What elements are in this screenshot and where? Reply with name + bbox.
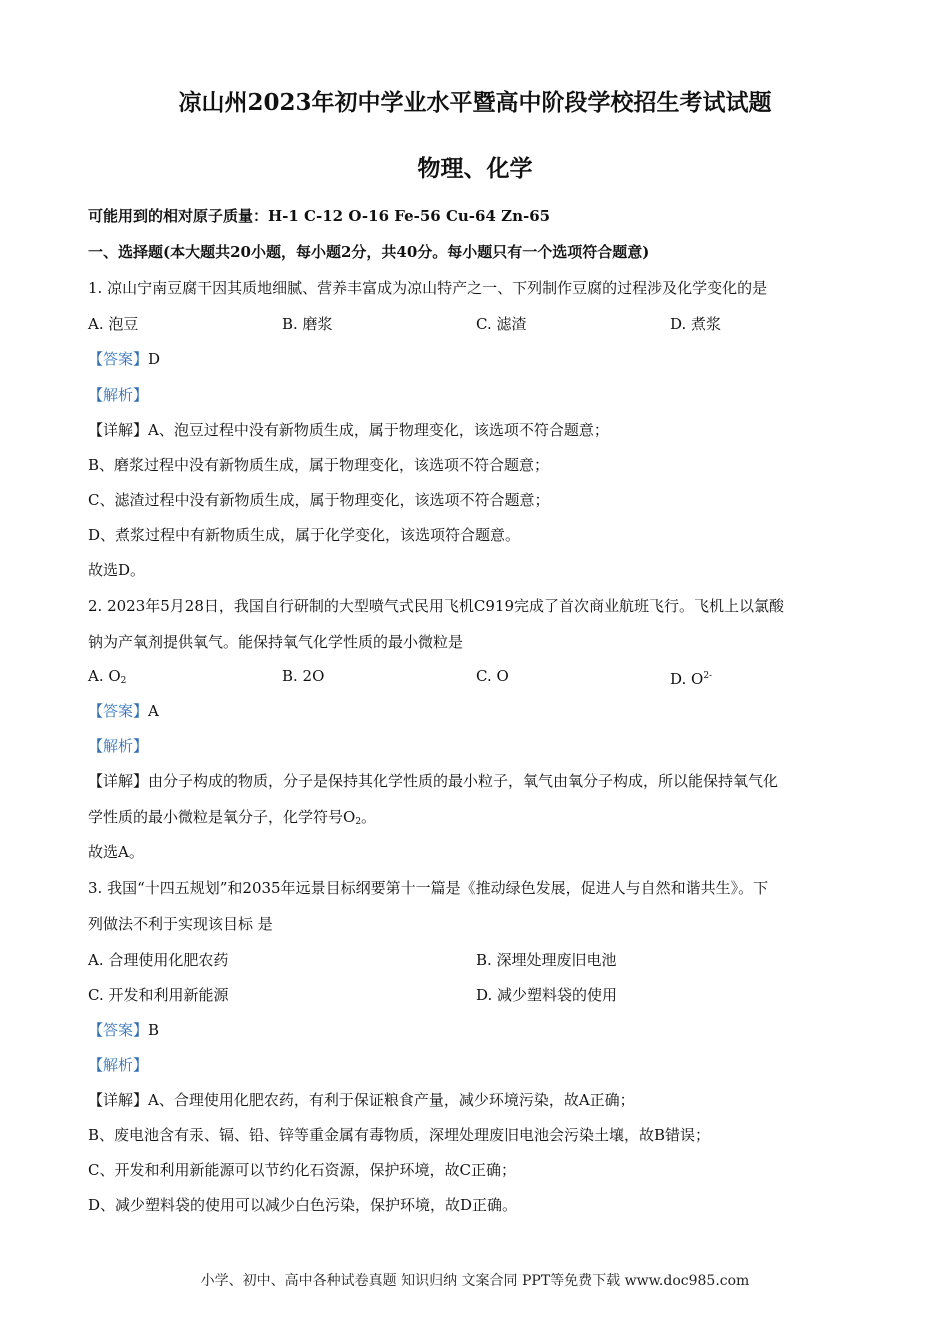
section-heading: 一、选择题(本大题共20小题，每小题2分，共40分。每小题只有一个选项符合题意) [88,243,650,261]
q3-option-a: A. 合理使用化肥农药 [88,951,229,969]
q3-detail-3: D、减少塑料袋的使用可以减少白色污染，保护环境，故D正确。 [88,1196,518,1214]
detail-tag: 【详解】 [88,421,149,439]
q1-detail-2: C、滤渣过程中没有新物质生成，属于物理变化，该选项不符合题意； [88,491,550,509]
q2-detail-text-0: 由分子构成的物质，分子是保持其化学性质的最小粒子，氧气由氧分子构成，所以能保持氧气化 [148,772,779,790]
q3-answer-value: B [148,1021,160,1039]
q3-detail-1: B、废电池含有汞、镉、铅、锌等重金属有毒物质，深埋处理废旧电池会污染土壤，故B错误； [88,1126,711,1144]
q2-option-d-sup: 2- [703,671,713,681]
q3-stem-line2: 列做法不利于实现该目标 是 [88,915,273,933]
q3-option-d: D. 减少塑料袋的使用 [476,986,618,1004]
q3-detail-2: C、开发和利用新能源可以节约化石资源，保护环境，故C正确； [88,1161,516,1179]
q3-option-c: C. 开发和利用新能源 [88,986,229,1004]
answer-tag: 【答案】 [88,350,149,368]
detail-tag: 【详解】 [88,1091,149,1109]
q2-analysis-tag: 【解析】 [88,737,149,755]
q2-detail-end: 。 [361,808,377,826]
q2-option-d-text: D. O [670,670,704,688]
q2-answer [88,700,159,722]
q1-detail-0 [88,419,609,441]
q1-stem: 1. 凉山宁南豆腐干因其质地细腻、营养丰富成为凉山特产之一、下列制作豆腐的过程涉及化学变化的是 [88,279,768,297]
q1-detail-1: B、磨浆过程中没有新物质生成，属于物理变化，该选项不符合题意； [88,456,550,474]
q2-conclusion: 故选A。 [88,843,144,861]
q3-analysis-tag: 【解析】 [88,1056,149,1074]
q2-option-a-sub: 2 [120,676,127,686]
q3-answer [88,1019,159,1041]
atomic-masses: 可能用到的相对原子质量：H-1 C-12 O-16 Fe-56 Cu-64 Zn-65 [88,207,551,225]
q2-option-c: C. O [476,667,509,685]
detail-tag: 【详解】 [88,772,149,790]
exam-title: 凉山州2023年初中学业水平暨高中阶段学校招生考试试题 [178,89,772,116]
q2-option-a-text: A. O [88,667,121,685]
q2-option-d [670,665,712,690]
q1-analysis-tag: 【解析】 [88,386,149,404]
q1-option-b: B. 磨浆 [282,315,333,333]
q1-detail-text-0: A、泡豆过程中没有新物质生成，属于物理变化，该选项不符合题意； [148,421,609,439]
q3-detail-0 [88,1089,635,1111]
q2-stem-line1: 2. 2023年5月28日，我国自行研制的大型喷气式民用飞机C919完成了首次商业航班飞行。飞机上以氯酸 [88,597,784,615]
q2-detail-1 [88,806,376,833]
q1-option-a: A. 泡豆 [88,315,139,333]
q3-detail-text-0: A、合理使用化肥农药，有利于保证粮食产量，减少环境污染，故A正确； [148,1091,635,1109]
answer-tag: 【答案】 [88,702,149,720]
q3-stem-line1: 3. 我国“十四五规划”和2035年远景目标纲要第十一篇是《推动绿色发展，促进人与自然和谐共生》。下 [88,879,769,897]
q1-option-c: C. 滤渣 [476,315,527,333]
q1-option-d: D. 煮浆 [670,315,722,333]
q2-option-a [88,665,126,692]
answer-tag: 【答案】 [88,1021,149,1039]
q3-option-b: B. 深埋处理废旧电池 [476,951,617,969]
q2-stem-line2: 钠为产氧剂提供氧气。能保持氧气化学性质的最小微粒是 [88,633,464,651]
q2-detail-sub: 2 [355,817,362,827]
q1-detail-3: D、煮浆过程中有新物质生成，属于化学变化，该选项符合题意。 [88,526,521,544]
q1-answer [88,348,160,370]
q1-conclusion: 故选D。 [88,561,146,579]
q1-answer-value: D [148,350,161,368]
q2-detail-0 [88,770,778,792]
q2-detail-text-1: 学性质的最小微粒是氧分子，化学符号O [88,808,356,826]
q2-option-b: B. 2O [282,667,325,685]
q2-answer-value: A [148,702,159,720]
exam-subtitle: 物理、化学 [417,155,533,182]
page-footer: 小学、初中、高中各种试卷真题 知识归纳 文案合同 PPT等免费下载 www.doc985.com [200,1273,750,1289]
